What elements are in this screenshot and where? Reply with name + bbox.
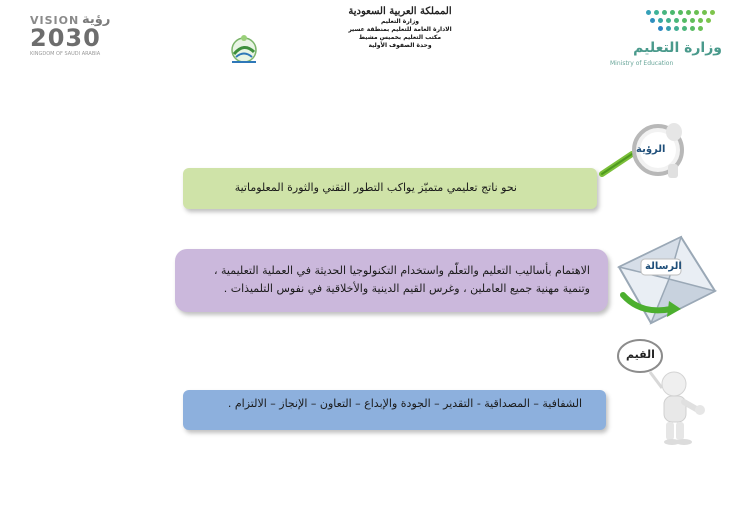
envelope-icon xyxy=(611,229,721,329)
vision-logo-year: 2030 xyxy=(30,24,101,52)
values-statement-text: الشفافية – المصداقية - التقدير – الجودة والإبداع – التعاون – الإنجاز – الالتزام . xyxy=(227,397,582,410)
mission-label: الرسالة xyxy=(645,261,682,272)
ministry-logo-arabic: وزارة التعليم xyxy=(633,40,722,56)
values-statement-box xyxy=(183,390,606,430)
globe-emblem-icon xyxy=(226,30,262,70)
mission-statement-box xyxy=(175,249,608,312)
vision-statement-box xyxy=(183,168,597,209)
vision-logo-word: VISION xyxy=(30,14,80,27)
vision-statement-text: نحو ناتج تعليمي متميّز يواكب التطور التقني والثورة المعلوماتية xyxy=(234,181,517,194)
values-label: القيم xyxy=(626,348,655,361)
vision-logo-subtitle: KINGDOM OF SAUDI ARABIA xyxy=(30,51,101,57)
header-center-text xyxy=(340,5,460,50)
header-line-directorate: الادارة العامة للتعليم بمنطقة عسير xyxy=(348,26,452,33)
ministry-of-education-logo xyxy=(606,8,726,68)
ministry-logo-english: Ministry of Education xyxy=(610,60,674,67)
vision-2030-logo xyxy=(30,12,120,57)
header-line-unit: وحدة الصفوف الأولية xyxy=(368,42,432,49)
magnifier-figure-icon xyxy=(596,120,696,182)
kingdom-title: المملكة العربية السعودية xyxy=(348,6,452,17)
mission-statement-text: الاهتمام بأساليب التعليم والتعلّم واستخدام التكنولوجيا الحديثة في العملية التعليمية ، وتنمية مهنية جميع العاملين ، وغرس القيم الدينية والأخلاقية في نفوس التلميذات . xyxy=(213,264,590,295)
vision-logo-arabic: رؤية xyxy=(82,12,111,27)
header-line-ministry: وزارة التعليم xyxy=(380,18,420,25)
figure-holding-sign-icon xyxy=(612,338,712,448)
header-line-office: مكتب التعليم بخميس مشيط xyxy=(358,34,442,41)
vision-label: الرؤية xyxy=(636,144,666,155)
